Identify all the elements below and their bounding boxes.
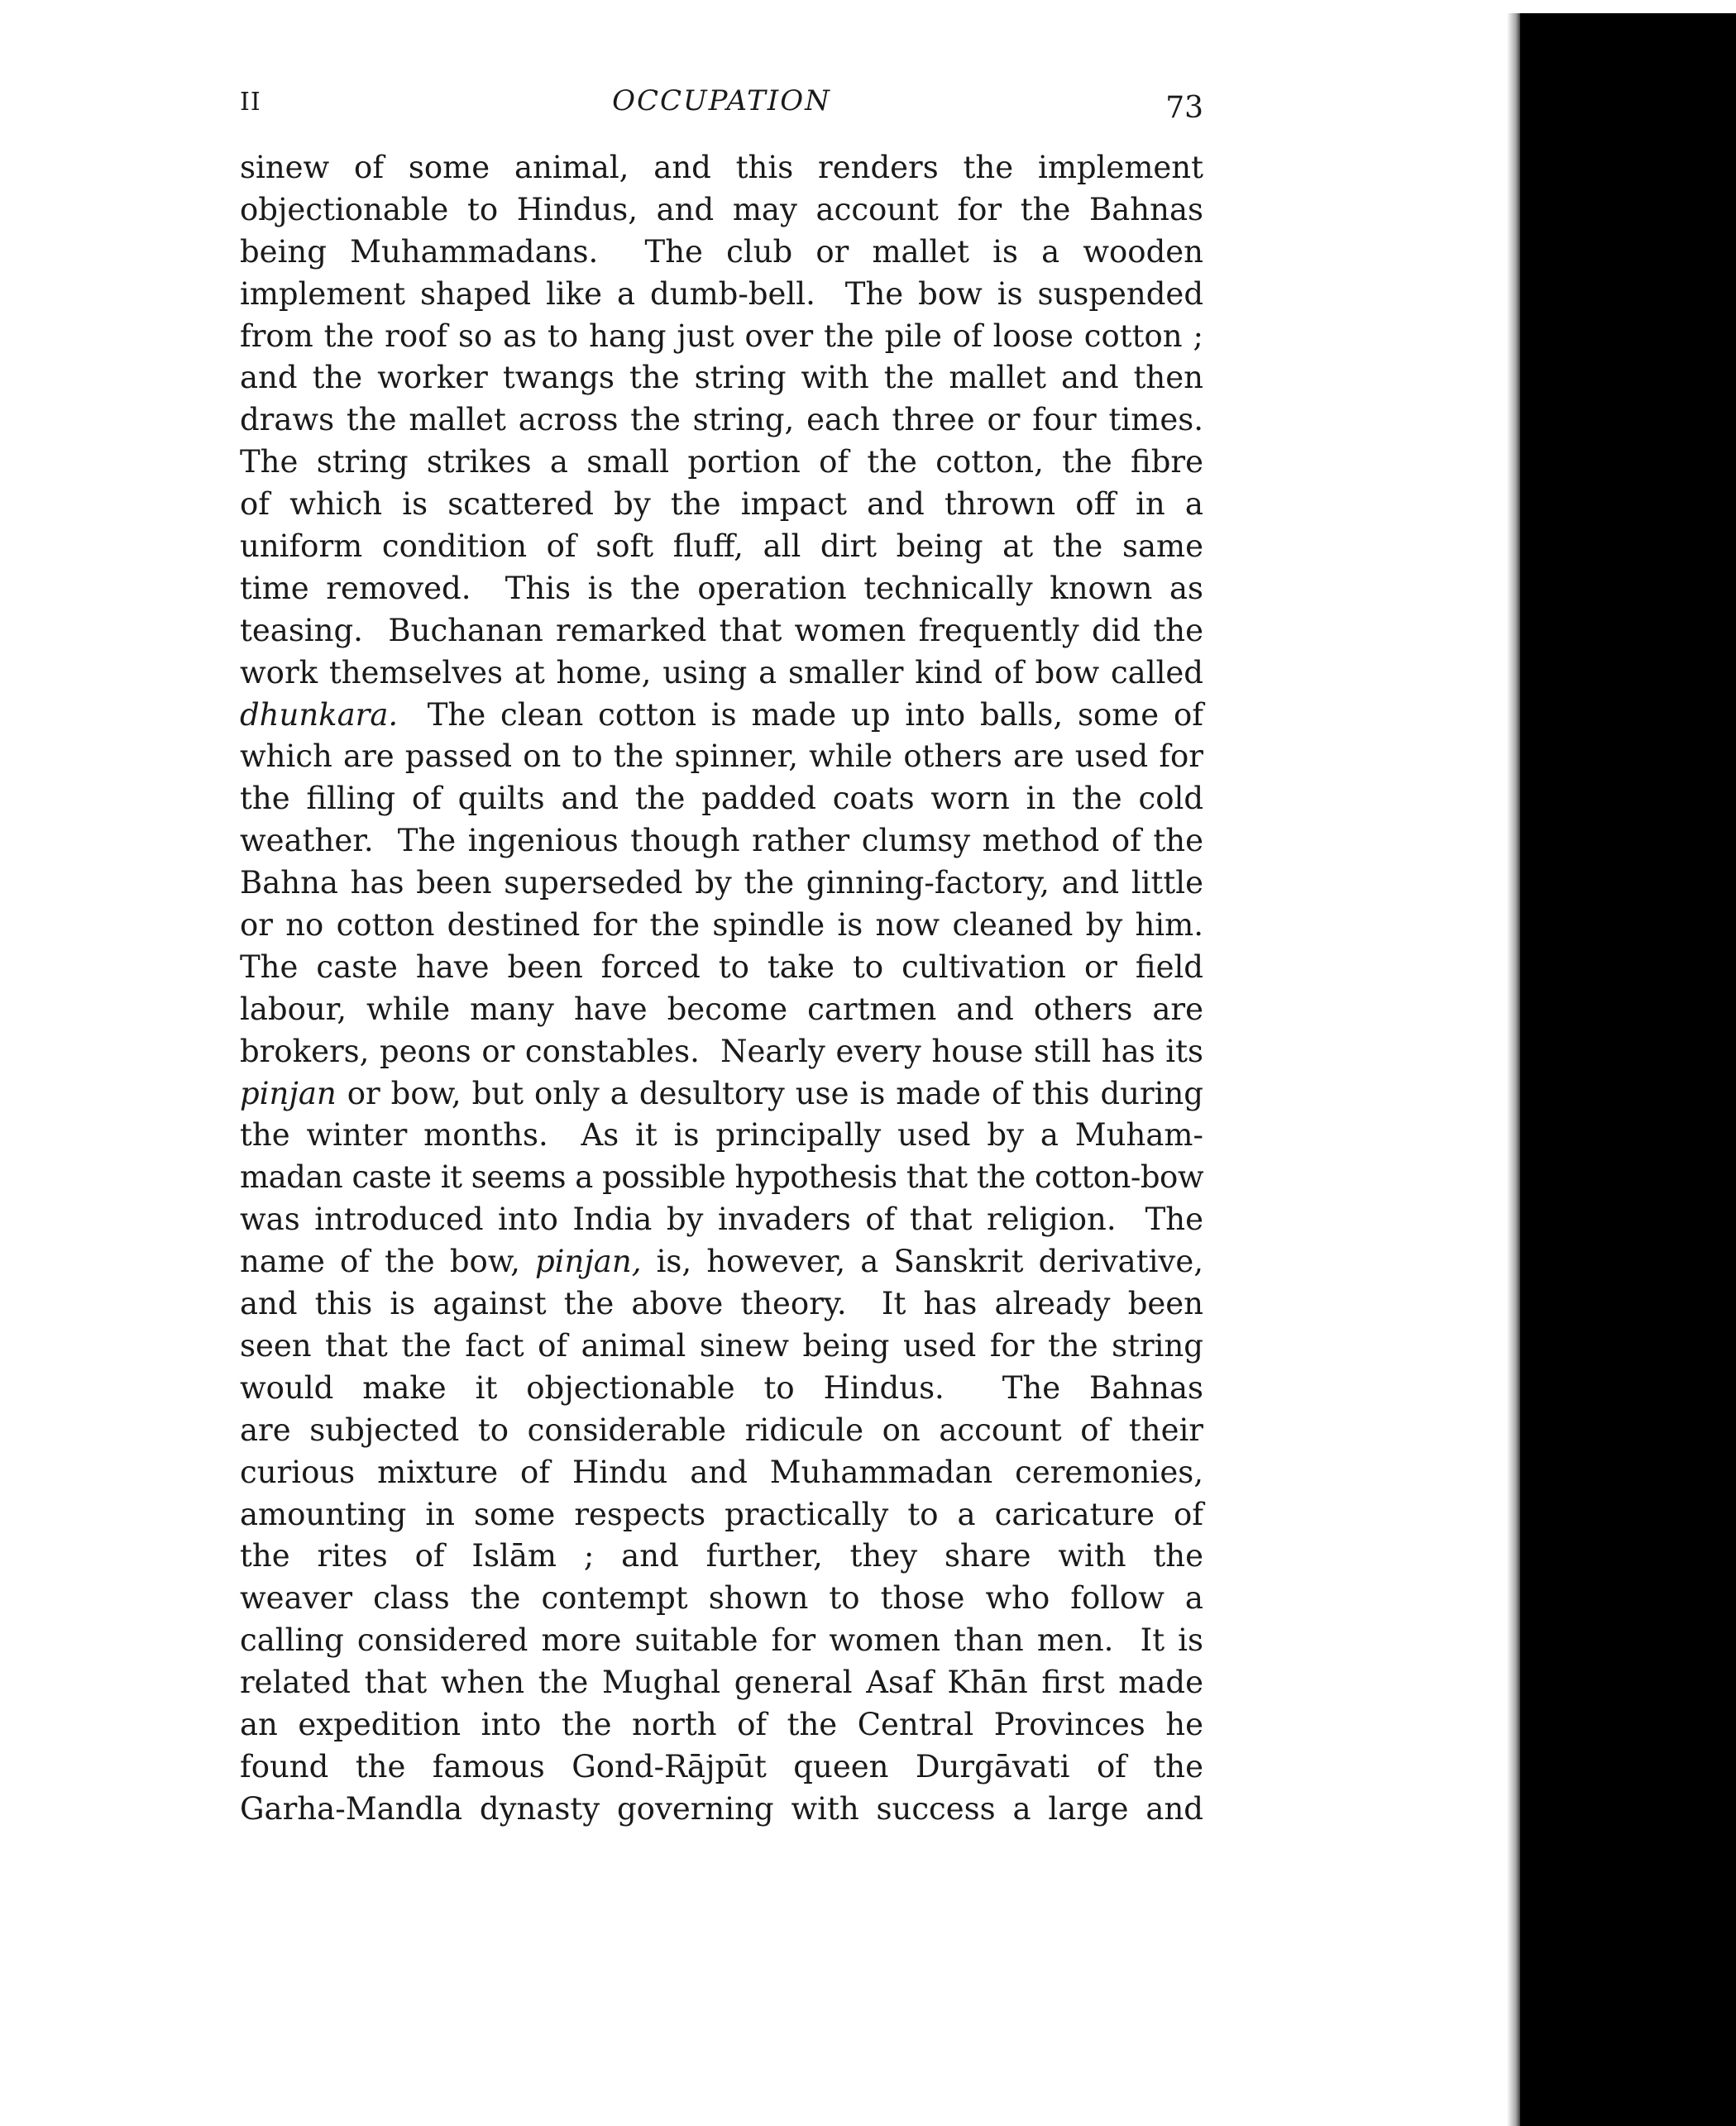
text-line	[240, 652, 1203, 695]
text-line	[240, 1662, 1203, 1704]
text-line	[240, 274, 1203, 316]
text-line	[240, 399, 1203, 442]
text-line	[240, 484, 1203, 526]
text-line	[240, 695, 1203, 737]
text-segment: teasing. Buchanan remarked that women frequently did the	[240, 612, 1203, 648]
text-line	[240, 316, 1203, 358]
text-segment: The clean cotton is made up into balls, some of	[398, 696, 1203, 733]
text-segment: name of the bow,	[240, 1244, 535, 1280]
text-segment: related that when the Mughal general Asaf Khān first made	[240, 1665, 1203, 1701]
text-segment: or bow, but only a desultory use is made of this during	[336, 1075, 1203, 1111]
text-segment: time removed. This is the operation technically known as	[240, 570, 1203, 606]
text-line	[240, 147, 1203, 189]
chapter-number: II	[240, 88, 261, 117]
italic-term: pinjan,	[534, 1244, 642, 1280]
text-line	[240, 568, 1203, 610]
text-segment: The caste have been forced to take to cultivation or field	[240, 948, 1203, 985]
text-segment: of which is scattered by the impact and thrown off in a	[240, 486, 1203, 523]
text-line	[240, 1620, 1203, 1662]
text-segment: Bahna has been superseded by the ginning-factory, and little	[240, 865, 1203, 901]
text-segment: would make it objectionable to Hindus. The Bahnas	[240, 1369, 1203, 1406]
text-line	[240, 1199, 1203, 1241]
text-segment: objectionable to Hindus, and may account for the Bahnas	[240, 191, 1203, 227]
text-line	[240, 1578, 1203, 1620]
text-segment: Garha-Mandla dynasty governing with success a large and	[240, 1790, 1203, 1827]
text-line	[240, 905, 1203, 947]
text-segment: curious mixture of Hindu and Muhammadan ceremonies,	[240, 1454, 1203, 1490]
text-segment: which are passed on to the spinner, while others are used for	[240, 738, 1203, 775]
text-segment: the rites of Islām ; and further, they share with the	[240, 1538, 1203, 1574]
text-segment: work themselves at home, using a smaller kind of bow called	[240, 654, 1203, 690]
text-segment: seen that the fact of animal sinew being used for the string	[240, 1327, 1203, 1364]
text-line	[240, 1452, 1203, 1494]
text-line	[240, 1157, 1203, 1199]
text-segment: the winter months. As it is principally used by a Muham-	[240, 1117, 1203, 1154]
page-number: 73	[1165, 91, 1203, 125]
text-segment: from the roof so as to hang just over the pile of loose cotton ;	[240, 318, 1203, 354]
text-segment: calling considered more suitable for women than men. It is	[240, 1622, 1203, 1659]
text-segment: found the famous Gond-Rājpūt queen Durgāvati of the	[240, 1748, 1203, 1784]
text-line	[240, 778, 1203, 820]
text-line	[240, 357, 1203, 399]
running-title: OCCUPATION	[612, 84, 831, 117]
text-line	[240, 1031, 1203, 1073]
text-line	[240, 1283, 1203, 1326]
text-segment: or no cotton destined for the spindle is now cleaned by him.	[240, 907, 1203, 944]
text-segment: brokers, peons or constables. Nearly every house still has its	[240, 1033, 1203, 1069]
text-line	[240, 1368, 1203, 1410]
text-segment: amounting in some respects practically to a caricature of	[240, 1496, 1203, 1532]
text-segment: madan caste it seems a possible hypothesis that the cotton-bow	[240, 1159, 1203, 1196]
text-segment: is, however, a Sanskrit derivative,	[641, 1244, 1203, 1280]
italic-term: dhunkara.	[240, 696, 399, 733]
text-line	[240, 1704, 1203, 1746]
text-line	[240, 1073, 1203, 1116]
body-text	[240, 147, 1203, 1831]
text-segment: sinew of some animal, and this renders the implement	[240, 150, 1203, 185]
text-segment: was introduced into India by invaders of that religion. The	[240, 1202, 1203, 1238]
text-segment: weaver class the contempt shown to those who follow a	[240, 1580, 1203, 1617]
text-line	[240, 1326, 1203, 1368]
text-line	[240, 820, 1203, 862]
text-segment: the filling of quilts and the padded coats worn in the cold	[240, 781, 1203, 817]
text-line	[240, 736, 1203, 778]
text-segment: are subjected to considerable ridicule on account of their	[240, 1412, 1203, 1448]
text-segment: and the worker twangs the string with the mallet and then	[240, 360, 1203, 396]
text-segment: The string strikes a small portion of the cotton, the fibre	[240, 444, 1203, 480]
text-line	[240, 1789, 1203, 1831]
text-line	[240, 862, 1203, 905]
text-segment: being Muhammadans. The club or mallet is a wooden	[240, 233, 1203, 270]
text-line	[240, 442, 1203, 484]
text-segment: draws the mallet across the string, each three or four times.	[240, 402, 1203, 438]
text-line	[240, 232, 1203, 274]
text-line	[240, 1410, 1203, 1452]
text-segment: labour, while many have become cartmen and others are	[240, 991, 1203, 1027]
text-line	[240, 947, 1203, 989]
text-line	[240, 526, 1203, 568]
text-segment: weather. The ingenious though rather clumsy method of the	[240, 823, 1203, 859]
text-line	[240, 610, 1203, 652]
scan-edge-black-strip	[1520, 13, 1736, 2126]
text-line	[240, 1115, 1203, 1157]
text-segment: implement shaped like a dumb-bell. The bow is suspended	[240, 275, 1203, 312]
text-segment: an expedition into the north of the Central Provinces he	[240, 1706, 1203, 1742]
italic-term: pinjan	[240, 1075, 337, 1111]
text-line	[240, 1241, 1203, 1283]
text-segment: and this is against the above theory. It has already been	[240, 1286, 1203, 1322]
text-line	[240, 189, 1203, 232]
text-line	[240, 1494, 1203, 1536]
text-line	[240, 1746, 1203, 1789]
text-line	[240, 989, 1203, 1031]
text-segment: uniform condition of soft fluff, all dirt being at the same	[240, 528, 1203, 565]
running-header	[240, 83, 1203, 132]
text-line	[240, 1536, 1203, 1578]
